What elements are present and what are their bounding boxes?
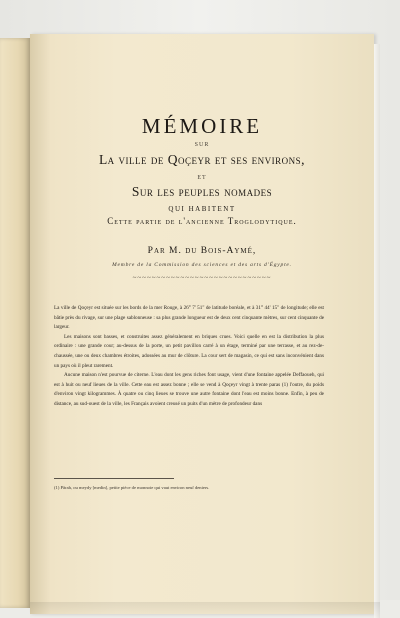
title-line-3: Cette partie de l'ancienne Troglodytique. [107,216,297,226]
title-main: MÉMOIRE [141,114,263,138]
title-sur: SUR [194,142,210,148]
page-shadow [30,602,380,618]
title-qui-habitent: QUI HABITENT [168,205,236,213]
paragraph: La ville de Qoçeyr est située sur les bords de la mer Rouge, à 26° 7' 51" de latitude boréale, et à 31° 44' 15" de longitude; elle est bâtie près du rivage, sur une plage sablonneuse : sa plus grande longueur est de deux cent cinquante mètres, sur cent cinquante de largeur. [54,305,324,331]
author-line: Par M. du Bois-Aymé, [147,246,257,256]
title-line-1: La ville de Qoçeyr et ses environs, [98,152,306,167]
paragraph: Aucune maison n'est pourvue de citerne. L'eau dont les gens riches font usage, vient d'une fontaine appelée Deffaoueh, qui est à huit ou neuf lieues de la ville. Cette eau est assez bonne ; elle se vend à Qoçeyr vingt à trente paras (1) l'outre, du poids d'environ vingt kilogrammes. À quatre ou cinq lieues se trouve une autre fontaine dont l'eau est moins bonne. Enfin, à peu de distance, au sud-ouest de la ville, les Français avoient creusé un puits d'un mètre de profondeur dans [54,372,324,407]
ornament-divider: ~~~~~~~~~~~~~~~~~~~~~~~~~~~~~ [132,274,272,282]
title-et: ET [197,175,207,181]
footnote: (1) Pârah, ou meydy [medin], petite pièce de monnoie qui vaut environ neuf deniers. [54,485,210,490]
footnote-rule [54,478,174,479]
author-affiliation: Membre de la Commission des sciences et des arts d'Égypte. [112,262,292,268]
body-text [54,304,324,410]
paragraph: Les maisons sont basses, et construites assez généralement en briques crues. Voici quelle en est la distribution la plus ordinaire : une grande cour; au-dessus de la porte, un petit pavillon carré à un étage, terminé par une terrasse, et au rez-de-chaussée, une ou deux chambres étroites, adossées au mur de clôture. La cour sert de magasin, ce qui est sans inconvénient dans un pays où il pleut rarement. [54,333,324,369]
book [0,18,384,600]
left-page-edge [0,38,30,608]
title-line-2: Sur les peuples nomades [131,184,273,199]
page-stack-edge [374,44,380,618]
document-page [30,34,374,614]
